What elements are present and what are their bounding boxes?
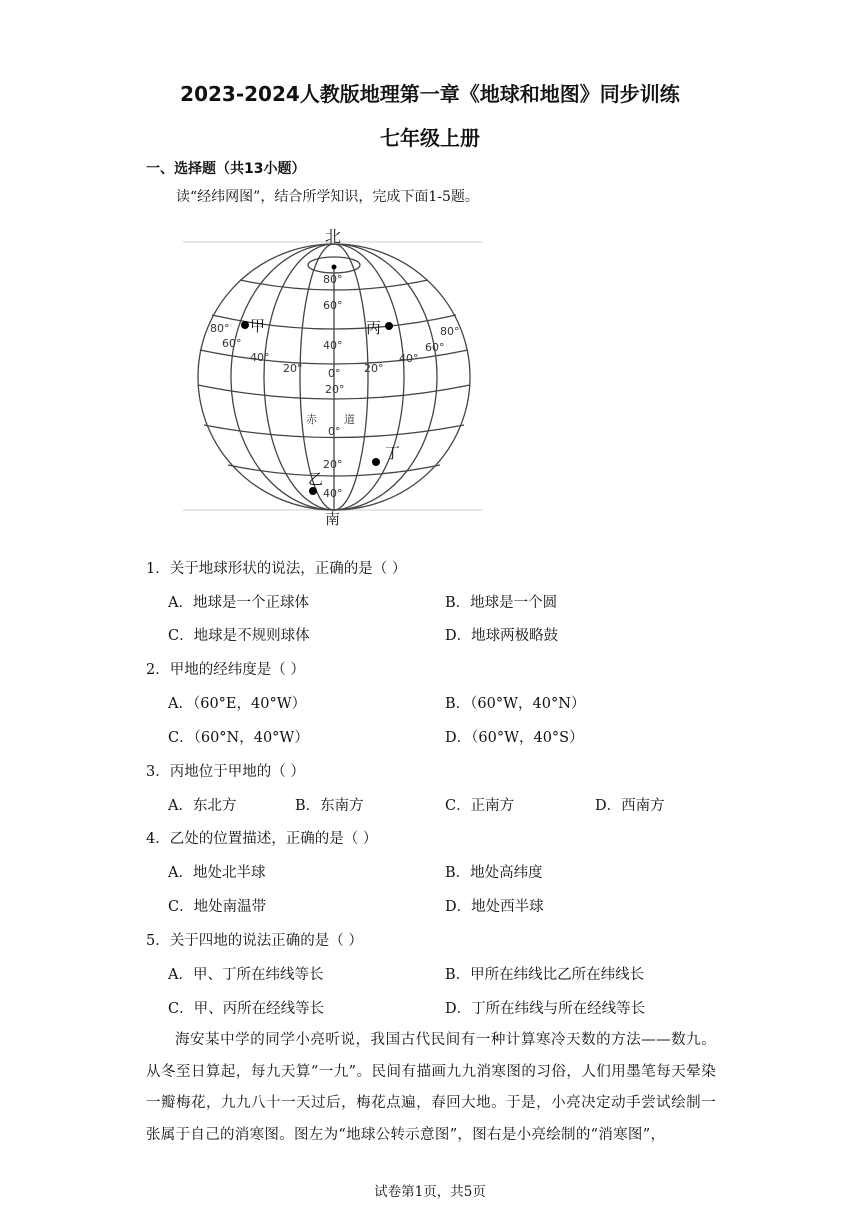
lon-label-60-left: 60° — [222, 337, 242, 350]
page-footer: 试卷第1页，共5页 — [374, 1184, 486, 1200]
q2-option-b[interactable]: B．（60°W，40°N） — [445, 696, 586, 712]
reading-paragraph: 海安某中学的同学小亮听说，我国古代民间有一种计算寒冷天数的方法——数九。从冬至日算起，每九天算“一九”。民间有描画九九消寒图的习俗，人们用墨笔每天晕染一瓣梅花，九九八十一天过后，梅花点遍，春回大地。于是，小亮决定动手尝试绘制一张属于自己的消寒图。图左为“地球公转示意图”，图右是小亮绘制的“消寒图”， — [146, 1032, 716, 1143]
equator-label-left: 赤 — [306, 413, 317, 426]
lat-label-40: 40° — [323, 339, 343, 352]
q3-option-a[interactable]: A．东北方 — [168, 798, 237, 814]
question-intro: 读“经纬网图”，结合所学知识，完成下面1-5题。 — [176, 189, 479, 205]
page-title: 2023-2024人教版地理第一章《地球和地图》同步训练 — [180, 82, 680, 106]
lon-label-60-right: 60° — [425, 341, 445, 354]
lon-label-40-left: 40° — [250, 351, 270, 364]
lat-label-0b: 0° — [328, 425, 341, 438]
q4-option-c[interactable]: C．地处南温带 — [168, 899, 267, 915]
q1-option-b[interactable]: B．地球是一个圆 — [445, 595, 558, 611]
question-5: 5．关于四地的说法正确的是（ ） — [146, 933, 363, 949]
point-ding-marker — [372, 458, 380, 466]
lat-label-20s: 20° — [323, 458, 343, 471]
q1-option-a[interactable]: A．地球是一个正球体 — [168, 595, 309, 611]
q2-option-d[interactable]: D．（60°W，40°S） — [445, 730, 584, 746]
q5-option-d[interactable]: D．丁所在纬线与所在经线等长 — [445, 1001, 646, 1017]
lon-label-40-right: 40° — [399, 352, 419, 365]
q2-option-a[interactable]: A．（60°E，40°W） — [168, 696, 307, 712]
point-jia: 甲 — [250, 317, 266, 335]
section-heading: 一、选择题（共13小题） — [146, 161, 306, 177]
page-subtitle: 七年级上册 — [380, 126, 480, 150]
equator-label-right: 道 — [344, 413, 355, 426]
q4-option-b[interactable]: B．地处高纬度 — [445, 865, 543, 881]
point-jia-marker — [241, 321, 249, 329]
lat-label-60: 60° — [323, 299, 343, 312]
q3-option-c[interactable]: C．正南方 — [445, 798, 515, 814]
q5-option-b[interactable]: B．甲所在纬线比乙所在纬线长 — [445, 967, 645, 983]
lat-label-20: 20° — [325, 383, 345, 396]
q1-option-d[interactable]: D．地球两极略鼓 — [445, 628, 559, 644]
lon-label-20-left: 20° — [283, 362, 303, 375]
lat-label-80: 80° — [323, 273, 343, 286]
point-ding: 丁 — [385, 444, 401, 462]
q5-option-c[interactable]: C．甲、丙所在经线等长 — [168, 1001, 325, 1017]
question-4: 4．乙处的位置描述，正确的是（ ） — [146, 831, 378, 847]
south-label: 南 — [325, 510, 341, 527]
lat-label-0a: 0° — [328, 367, 341, 380]
question-3: 3．丙地位于甲地的（ ） — [146, 764, 305, 780]
q5-option-a[interactable]: A．甲、丁所在纬线等长 — [168, 967, 324, 983]
graticule-figure — [180, 225, 485, 527]
point-yi-marker — [309, 487, 317, 495]
q4-option-d[interactable]: D．地处西半球 — [445, 899, 544, 915]
q3-option-d[interactable]: D．西南方 — [595, 798, 665, 814]
question-2: 2．甲地的经纬度是（ ） — [146, 662, 305, 678]
q1-option-c[interactable]: C．地球是不规则球体 — [168, 628, 310, 644]
question-1: 1．关于地球形状的说法，正确的是（ ） — [146, 561, 407, 577]
lon-label-80-left: 80° — [210, 322, 230, 335]
q4-option-a[interactable]: A．地处北半球 — [168, 865, 266, 881]
north-label: 北 — [325, 227, 342, 246]
point-bing-marker — [385, 322, 393, 330]
lat-label-40s: 40° — [323, 487, 343, 500]
q2-option-c[interactable]: C．（60°N，40°W） — [168, 730, 309, 746]
lon-label-80-right: 80° — [440, 325, 460, 338]
lon-label-20-right: 20° — [364, 362, 384, 375]
point-yi: 乙 — [308, 470, 324, 488]
point-bing: 丙 — [366, 319, 382, 337]
q3-option-b[interactable]: B．东南方 — [295, 798, 364, 814]
